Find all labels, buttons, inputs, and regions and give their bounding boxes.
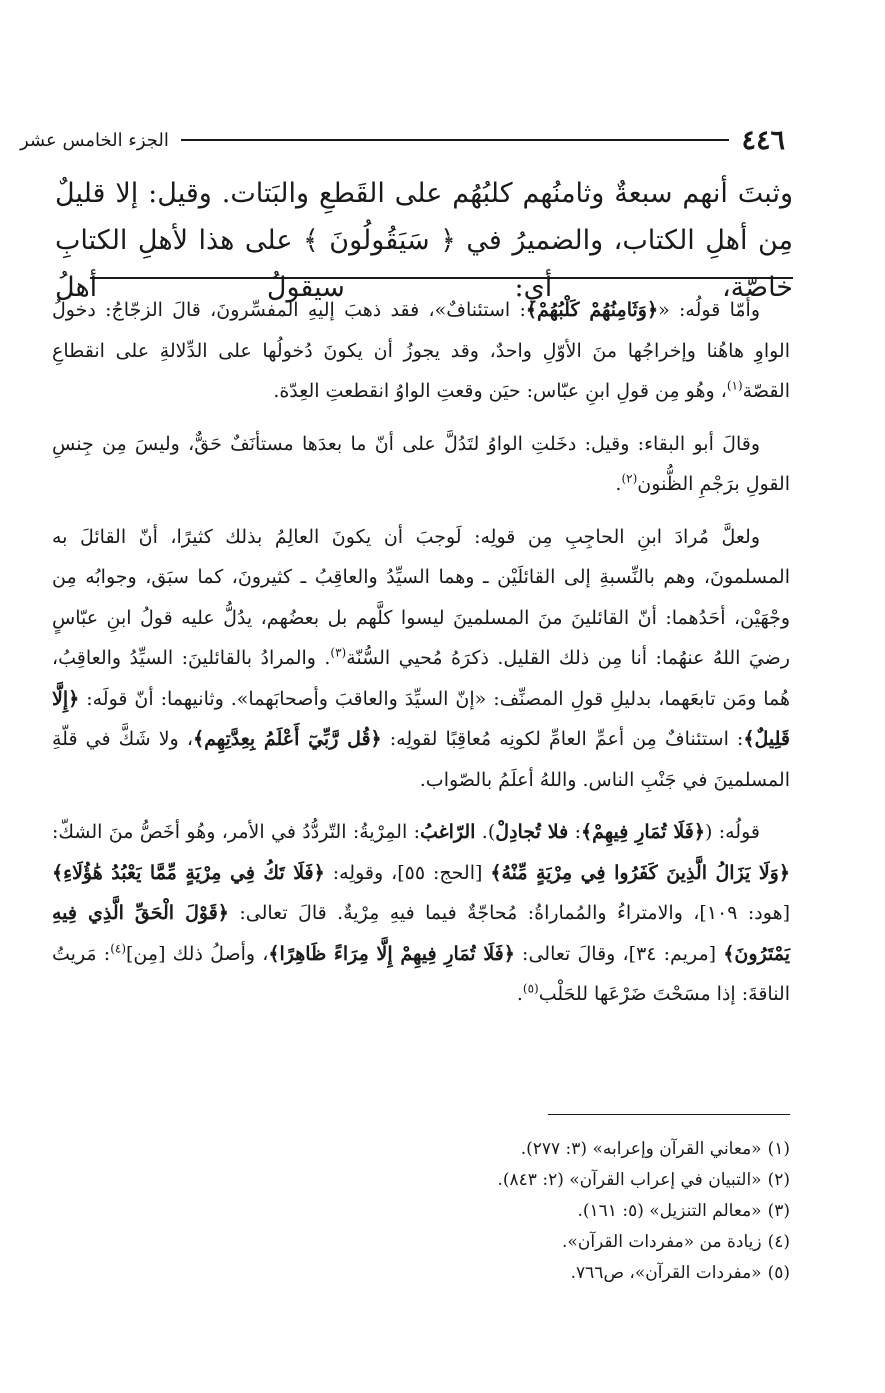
- footnotes: [300, 1134, 790, 1289]
- gloss-term: فلا تُجادِلْ: [495, 821, 569, 843]
- quran-quote: ﴿قَوْلَ الْحَقِّ الَّذِي فِيهِ يَمْتَرُونَ﴾: [52, 902, 790, 965]
- text-run: . والمرادُ بالقائلينَ: السيِّدُ والعاقِبُ، هُما ومَن تابعَهما، بدليلِ قولِ المصنِّف: «إنّ السيِّدَ والعاقبَ وأصحابَهما». وثانيهما: أنّ قولَه:: [52, 647, 790, 710]
- footnote-text: «التبيان في إعراب القرآن» (٢: ٨٤٣).: [497, 1170, 762, 1190]
- quran-quote: ﴿إِلَّا قَلِيلٌ﴾: [52, 687, 790, 750]
- footnote-ref-4: (٤): [110, 941, 127, 956]
- commentary: [52, 290, 790, 1027]
- text-run: [الحج: ٥٥]، وقولِه:: [324, 861, 491, 884]
- text-run: وقالَ أبو البقاء: وقيل: دخَلتِ الواوُ لتَدُلَّ على أنّ ما بعدَها مستأنَفٌ حَقٌّ، وليسَ مِن جِنسِ القولِ برَجْمِ الظُّنون: [52, 432, 790, 495]
- running-head: الجزء الخامس عشر: [20, 129, 169, 151]
- text-run: .: [516, 983, 523, 1005]
- commentary-paragraph-3: [52, 517, 790, 801]
- text-run: : استئنافٌ مِن أعمِّ العامِّ لكونِه مُعاقِبًا لقولِه:: [381, 728, 744, 750]
- footnote-text: «معالم التنزيل» (٥: ١٦١).: [577, 1201, 762, 1221]
- text-run: [مريم: ٣٤]، وقالَ تعالى:: [514, 942, 724, 965]
- header-rule: [181, 139, 730, 141]
- footnote-text: «معاني القرآن وإعرابه» (٣: ٢٧٧).: [520, 1139, 762, 1159]
- quran-quote: ﴿فَلَا تُمَارِ فِيهِمْ إِلَّا مِرَاءً ظَاهِرًا﴾: [268, 942, 515, 965]
- text-run: [هود: ١٠٩]، والامتراءُ والمُماراةُ: مُحاجّةٌ فيما فيهِ مِرْيةٌ. قالَ تعالى:: [228, 902, 790, 924]
- quran-quote: ﴿فَلَا تُمَارِ فِيهِمْ﴾: [580, 821, 705, 843]
- footnote-ref-1: (١): [726, 378, 743, 393]
- footnote-4: [300, 1227, 790, 1258]
- footnote-number: (٤): [767, 1232, 790, 1252]
- footnote-2: [300, 1165, 790, 1196]
- main-text-divider: [90, 277, 793, 279]
- text-run: قولُه: (: [704, 821, 760, 843]
- text-run: وأمّا قولُه: «: [658, 299, 761, 321]
- text-run: ).: [475, 821, 496, 843]
- text-run: : استئنافٌ»، فقد ذهبَ إليهِ المفسِّرونَ، قالَ الزجّاجُ: دخولُ الواوِ هاهُنا وإخراجُها منَ الأوّلِ واحدٌ، وقد يجوزُ أن يكونَ دُخولُها على الدِّلالةِ على انقطاعِ القصّة: [52, 299, 790, 402]
- text-run: .: [615, 473, 622, 495]
- text-run: ، وهُو مِن قولِ ابنِ عبّاس: حيَن وقعتِ الواوُ انقطعتِ العِدّة.: [273, 380, 727, 402]
- commentary-paragraph-2: [52, 424, 790, 505]
- page-number: ٤٤٦: [741, 124, 785, 156]
- author-name: الرّاغبُ: [420, 821, 476, 843]
- footnote-number: (١): [767, 1139, 790, 1159]
- text-run: ، ولا شَكَّ في قلّةِ المسلمينَ في جَنْبِ الناس. واللهُ أعلَمُ بالصّواب.: [52, 728, 790, 791]
- text-run: ولعلَّ مُرادَ ابنِ الحاجِبِ مِن قولِه: لَوجبَ أن يكونَ العالِمُ بذلك كثيرًا، أنّ القائلَ به المسلمونَ، وهم بالنِّسبةِ إلى القائلَيْن ـ وهما السيِّدُ والعاقِبُ ـ كثيرونَ، كما سبَق، وجوابُه مِن وجْهَيْن، أحَدُهما: أنّ القائلينَ منَ المسلمينَ ليسوا كلَّهم بل بعضُهم، يدُلُّ عليه قولُ ابنِ عبّاسٍ رضيَ اللهُ عنهُما: أنا مِن ذلك القليل. ذكرَهُ مُحيي السُّنّة: [52, 525, 790, 669]
- footnote-ref-2: (٢): [621, 471, 638, 486]
- footnote-ref-3: (٣): [330, 645, 347, 660]
- text-run: : مَريتُ الناقةَ: إذا مسَحْتَ ضَرْعَها للحَلْب: [52, 942, 790, 1005]
- footnote-text: «مفردات القرآن»، ص٧٦٦.: [570, 1263, 762, 1283]
- text-run: ، وأصلُ ذلك [مِن]: [126, 942, 269, 965]
- footnote-ref-5: (٥): [522, 981, 539, 996]
- footnote-number: (٥): [767, 1263, 790, 1283]
- footnote-5: [300, 1258, 790, 1289]
- footnote-divider: [548, 1114, 790, 1115]
- text-run: :: [568, 821, 581, 843]
- footnote-3: [300, 1196, 790, 1227]
- quran-quote: ﴿فَلَا تَكُ فِي مِرْيَةٍ مِّمَّا يَعْبُدُ هَٰؤُلَاءِ﴾: [52, 861, 325, 884]
- commentary-paragraph-4: [52, 812, 790, 1015]
- text-run: : المِرْيةُ: التّردُّدُ في الأمر، وهُو أخَصُّ منَ الشكّ:: [52, 821, 421, 843]
- footnote-1: [300, 1134, 790, 1165]
- commentary-paragraph-1: [52, 290, 790, 412]
- footnote-number: (٣): [767, 1201, 790, 1221]
- main-text-paragraph: وثبتَ أنهم سبعةٌ وثامنُهم كلبُهُم على القَطعِ والبَتات. وقيل: إلا قليلٌ مِن أهلِ الكتاب، والضميرُ في ﴿ سَيَقُولُونَ ﴾ على هذا لأهلِ الكتابِ خاصّة، أي: سيقولُ أهلُ: [55, 178, 793, 303]
- footnote-text: زيادة من «مفردات القرآن».: [562, 1232, 762, 1252]
- page-header: [20, 118, 785, 162]
- footnote-number: (٢): [767, 1170, 790, 1190]
- quran-quote: ﴿وَلَا يَزَالُ الَّذِينَ كَفَرُوا فِي مِرْيَةٍ مِّنْهُ﴾: [490, 861, 790, 884]
- quran-quote: ﴿وَثَامِنُهُمْ كَلْبُهُمْ﴾: [525, 299, 659, 321]
- quran-quote: ﴿قُل رَّبِّيٓ أَعْلَمُ بِعِدَّتِهِم﴾: [192, 728, 382, 750]
